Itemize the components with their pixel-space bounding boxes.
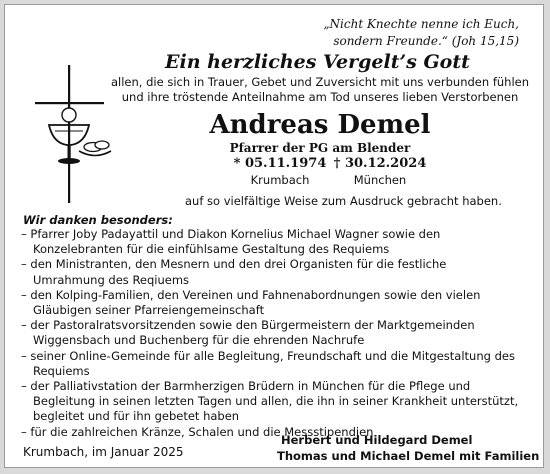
thanks-item-line: Konzelebranten für die einfühlsame Gestaltung des Requiems bbox=[33, 242, 390, 257]
signature-line: Thomas und Michael Demel mit Familien bbox=[277, 449, 540, 463]
thanks-title: Ein herzliches Vergelt’s Gott bbox=[165, 51, 470, 73]
deceased-role: Pfarrer der PG am Blender bbox=[229, 141, 411, 155]
thanks-item-line: – seiner Online-Gemeinde für alle Begleitung, Freundschaft und die Mitgestaltung des bbox=[21, 348, 515, 363]
intro-line: und ihre tröstende Anteilnahme am Tod unseres lieben Verstorbenen bbox=[121, 90, 519, 104]
support-line: auf so vielfältige Weise zum Ausdruck gebracht haben. bbox=[185, 194, 502, 208]
thanks-item-line: – den Ministranten, den Mesnern und den drei Organisten für die festliche bbox=[21, 257, 447, 272]
thanks-item-line: Begleitung in seinen letzten Tagen und allen, die ihn in seiner Krankheit unterstützt, bbox=[33, 394, 519, 409]
death-date: † 30.12.2024 bbox=[333, 156, 427, 171]
intro-text bbox=[105, 75, 535, 105]
obituary-card bbox=[4, 4, 544, 468]
list-heading: Wir danken besonders: bbox=[23, 213, 173, 227]
thanks-item-line: Gläubigen seiner Pfarreiengemeinschaft bbox=[33, 303, 265, 318]
thanks-item-line: – den Kolping-Familien, den Vereinen und Fahnenabordnungen sowie den vielen bbox=[21, 287, 481, 302]
thanks-list bbox=[21, 227, 536, 440]
thanks-item-line: – Pfarrer Joby Padayattil und Diakon Kornelius Michael Wagner sowie den bbox=[21, 227, 441, 241]
thanks-item-line: begleitet und für ihn gebetet haben bbox=[33, 409, 240, 424]
thanks-item-line: – der Pastoralratsvorsitzenden sowie den Bürgermeistern der Marktgemeinden bbox=[21, 318, 475, 333]
birth-date: * 05.11.1974 bbox=[233, 156, 327, 171]
quote-line: „Nicht Knechte nenne ich Euch, bbox=[323, 17, 519, 31]
thanks-item-line: Wiggensbach und Buchenberg für die ehrenden Nachrufe bbox=[33, 333, 365, 348]
death-place: München bbox=[353, 173, 407, 187]
thanks-item-line: Requiems bbox=[33, 363, 90, 378]
deceased-name: Andreas Demel bbox=[209, 110, 431, 140]
signature-line: Herbert und Hildegard Demel bbox=[281, 433, 473, 447]
place-date: Krumbach, im Januar 2025 bbox=[23, 445, 184, 459]
thanks-item-line: Umrahmung des Reqiuems bbox=[33, 272, 190, 287]
thanks-item-line: – der Palliativstation der Barmherzigen Brüdern in München für die Pflege und bbox=[21, 379, 471, 394]
intro-line: allen, die sich in Trauer, Gebet und Zuversicht mit uns verbunden fühlen bbox=[110, 75, 529, 89]
bible-quote bbox=[259, 16, 519, 50]
cross-chalice-bread-icon bbox=[35, 65, 115, 205]
birth-place: Krumbach bbox=[250, 173, 310, 187]
signatures bbox=[277, 432, 539, 464]
death-info bbox=[315, 155, 445, 188]
thanks-item-line: – für die zahlreichen Kränze, Schalen und die Messstipendien bbox=[21, 424, 374, 439]
quote-line: sondern Freunde.“ (Joh 15,15) bbox=[333, 34, 519, 48]
